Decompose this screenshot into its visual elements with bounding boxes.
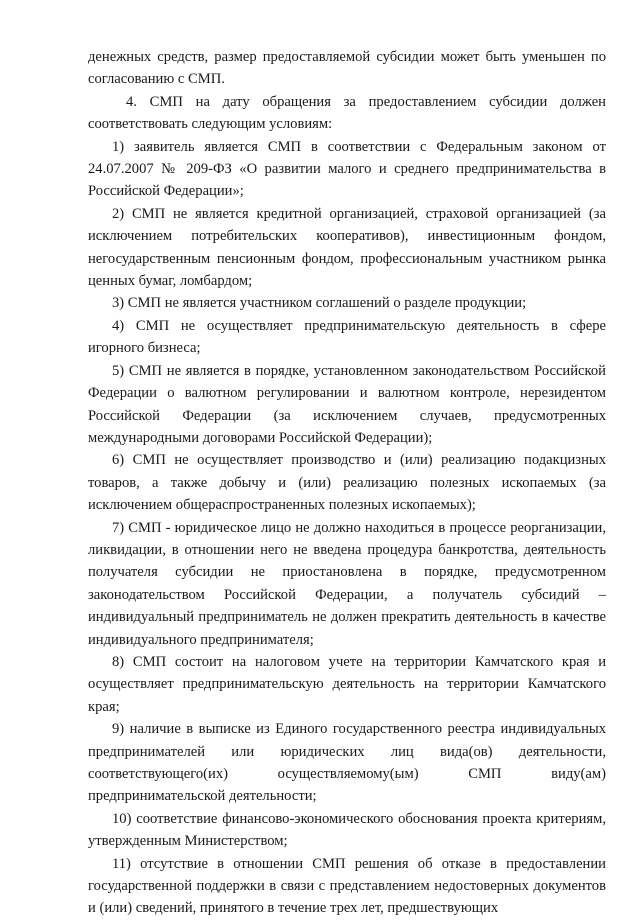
list-item-10: 10) соответствие финансово-экономического обоснования проекта критериям, утвержденным Министерством; xyxy=(88,810,606,850)
list-item-7: 7) СМП - юридическое лицо не должно находиться в процессе реорганизации, ликвидации, в отношении него не введена процедура банкротства, деятельность получателя субсидии не приостановлена в порядке, предусмотренном законодательством Российской Федерации, а получатель субсидий – индивидуальный предприниматель не должен прекратить деятельность в качестве индивидуального предпринимателя; xyxy=(88,519,606,648)
list-item-6: 6) СМП не осуществляет производство и (или) реализацию подакцизных товаров, а также добычу и (или) реализацию полезных ископаемых (за исключением общераспространенных полезных ископаемых); xyxy=(88,452,606,514)
list-item-8: 8) СМП состоит на налоговом учете на территории Камчатского края и осуществляет предпринимательскую деятельность на территории Камчатского края; xyxy=(88,653,606,715)
list-item-4: 4) СМП не осуществляет предпринимательскую деятельность в сфере игорного бизнеса; xyxy=(88,317,606,357)
point-4-intro: 4. СМП на дату обращения за предоставлением субсидии должен соответствовать следующим условиям: xyxy=(88,93,606,133)
list-item-5: 5) СМП не является в порядке, установленном законодательством Российской Федерации о валютном регулировании и валютном контроле, нерезидентом Российской Федерации (за исключением случаев, предусмотренных международными договорами Российской Федерации); xyxy=(88,362,606,446)
list-item-3: 3) СМП не является участником соглашений о разделе продукции; xyxy=(112,295,527,312)
list-item-9: 9) наличие в выписке из Единого государственного реестра индивидуальных предпринимателей или юридических лиц вида(ов) деятельности, соответствующего(их) осуществляемому(ым) СМП виду(ам) предпринимательской деятельности; xyxy=(88,721,606,805)
list-item-1: 1) заявитель является СМП в соответствии с Федеральным законом от 24.07.2007 № 209-ФЗ «О развитии малого и среднего предпринимательства в Российской Федерации»; xyxy=(88,138,606,200)
continuation-paragraph: денежных средств, размер предоставляемой субсидии может быть уменьшен по согласованию с СМП. xyxy=(88,49,606,88)
list-item-2: 2) СМП не является кредитной организацией, страховой организацией (за исключением потребительских кооперативов), инвестиционным фондом, негосударственным пенсионным фондом, профессиональным участником рынка ценных бумаг, ломбардом; xyxy=(88,205,606,290)
list-item-11: 11) отсутствие в отношении СМП решения об отказе в предоставлении государственной поддержки в связи с представлением недостоверных документов и (или) сведений, принятого в течение трех лет, предшествующих xyxy=(88,855,606,917)
